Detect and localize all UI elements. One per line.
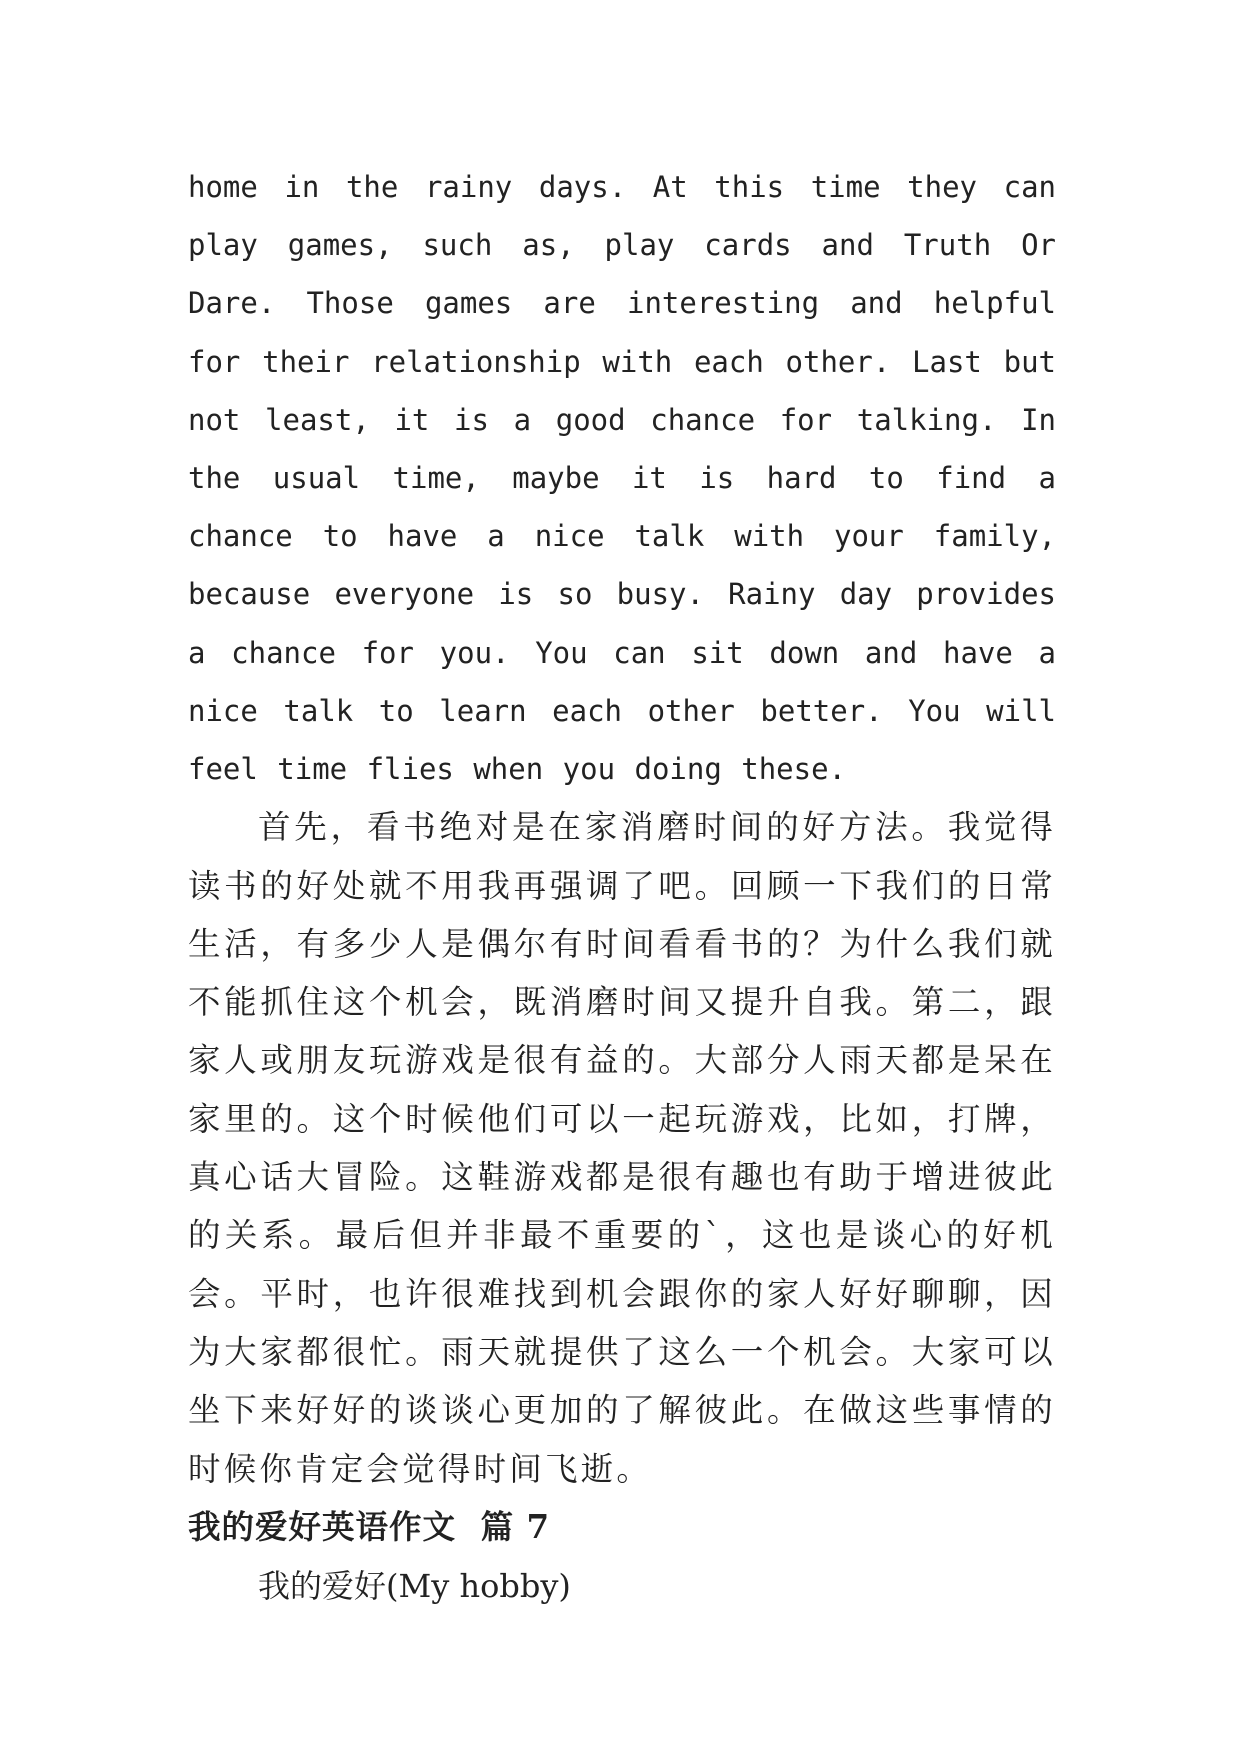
section-subtitle: 我的爱好(My hobby) xyxy=(258,1566,571,1605)
english-paragraph: home in the rainy days. At this time they can play games, such as, play cards and Truth Or Dare. Those games are interesting and helpful for their relationship with each other. Last but not least, it is a good chance for talking. In the usual time, maybe it is hard to find a chance to have a nice talk with your family, because everyone is so busy. Rainy day provides a chance for you. You can sit down and have a nice talk to learn each other better. You will feel time flies when you doing these. xyxy=(188,170,1056,787)
section-heading: 我的爱好英语作文 篇 7 xyxy=(188,1506,551,1546)
document-body xyxy=(188,158,1056,1616)
chinese-paragraph: 首先，看书绝对是在家消磨时间的好方法。我觉得读书的好处就不用我再强调了吧。回顾一下我们的日常生活，有多少人是偶尔有时间看看书的？为什么我们就不能抓住这个机会，既消磨时间又提升自我。第二，跟家人或朋友玩游戏是很有益的。大部分人雨天都是呆在家里的。这个时候他们可以一起玩游戏，比如，打牌，真心话大冒险。这鞋游戏都是很有趣也有助于增进彼此的关系。最后但并非最不重要的`，这也是谈心的好机会。平时，也许很难找到机会跟你的家人好好聊聊，因为大家都很忙。雨天就提供了这么一个机会。大家可以坐下来好好的谈谈心更加的了解彼此。在做这些事情的时候你肯定会觉得时间飞逝。 xyxy=(188,808,1056,1488)
